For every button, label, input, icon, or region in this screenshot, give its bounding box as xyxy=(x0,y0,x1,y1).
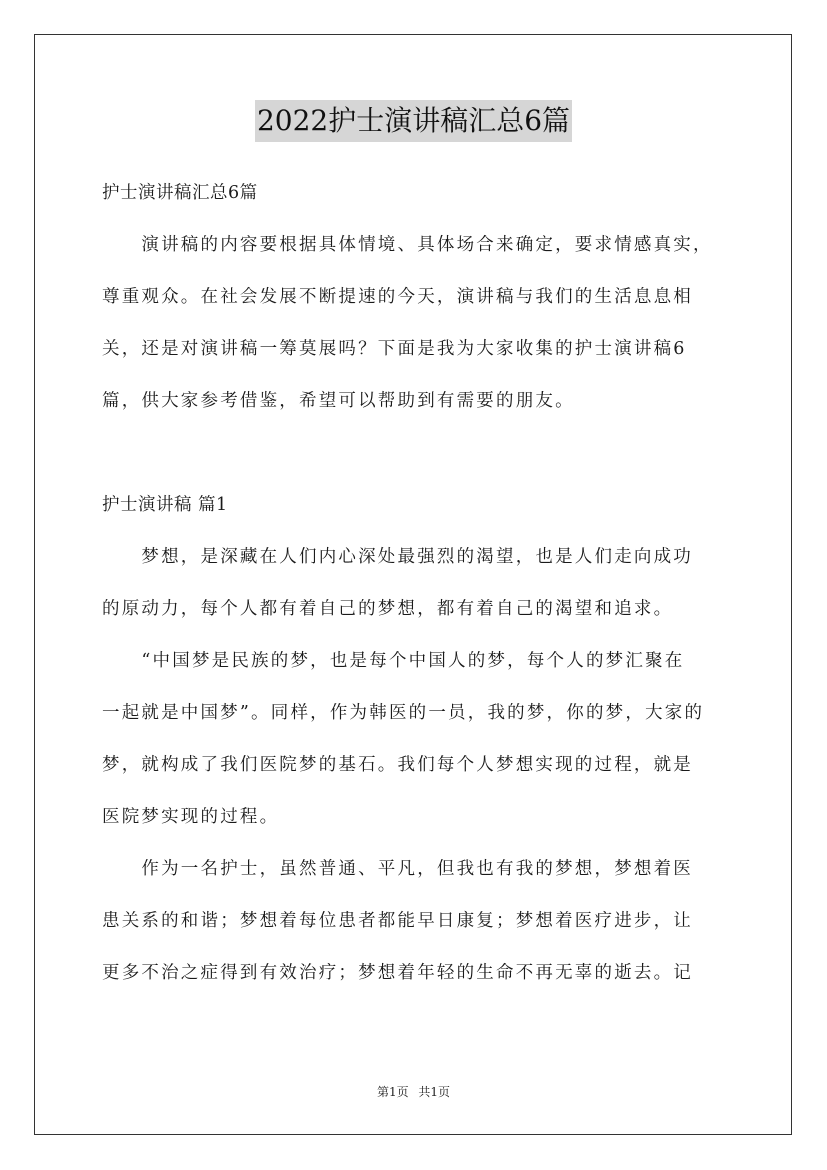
page-number: 第1页 xyxy=(376,1085,409,1099)
body-line: 一起就是中国梦”。同样，作为韩医的一员，我的梦，你的梦，大家的 xyxy=(102,703,705,723)
paragraph-gap xyxy=(102,433,728,485)
section-heading: 护士演讲稿汇总6篇 xyxy=(102,183,258,203)
body-line: 的原动力，每个人都有着自己的梦想，都有着自己的渴望和追求。 xyxy=(102,599,674,619)
section-heading: 护士演讲稿 篇1 xyxy=(102,495,228,515)
body-line: 尊重观众。在社会发展不断提速的今天，演讲稿与我们的生活息息相 xyxy=(102,287,693,307)
body-line: 患关系的和谐；梦想着每位患者都能早日康复；梦想着医疗进步，让 xyxy=(102,911,693,931)
title-container xyxy=(0,100,827,142)
body-line: 更多不治之症得到有效治疗；梦想着年轻的生命不再无辜的逝去。记 xyxy=(102,963,693,983)
body-line: 篇，供大家参考借鉴，希望可以帮助到有需要的朋友。 xyxy=(102,391,575,411)
body-line: 作为一名护士，虽然普通、平凡，但我也有我的梦想，梦想着医 xyxy=(102,859,693,879)
document-title: 2022护士演讲稿汇总6篇 xyxy=(255,100,572,142)
page-footer xyxy=(0,1083,827,1100)
body-line: 梦，就构成了我们医院梦的基石。我们每个人梦想实现的过程，就是 xyxy=(102,755,693,775)
body-line: 医院梦实现的过程。 xyxy=(102,807,280,827)
document-body xyxy=(102,173,728,1005)
body-line: 演讲稿的内容要根据具体情境、具体场合来确定，要求情感真实， xyxy=(102,235,713,255)
body-line: “中国梦是民族的梦，也是每个中国人的梦，每个人的梦汇聚在 xyxy=(102,651,685,671)
body-line: 梦想，是深藏在人们内心深处最强烈的渴望，也是人们走向成功 xyxy=(102,547,693,567)
body-line: 关，还是对演讲稿一筹莫展吗？下面是我为大家收集的护士演讲稿6 xyxy=(102,339,687,359)
page-total: 共1页 xyxy=(418,1085,451,1099)
